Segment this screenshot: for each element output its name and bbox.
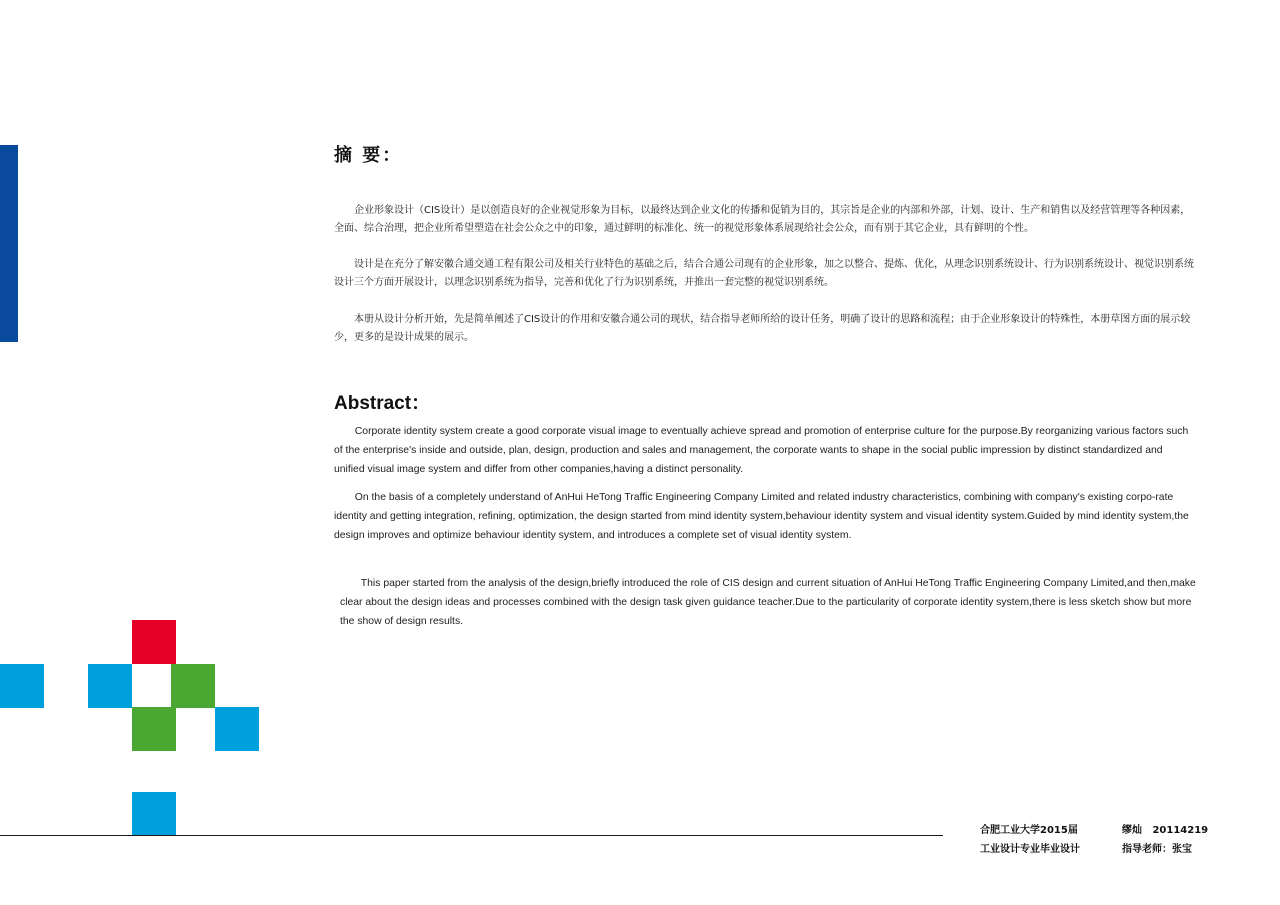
mosaic-square-blue	[215, 707, 259, 751]
footer-advisor: 指导老师：张宝	[1122, 844, 1192, 855]
abstract-en-title: Abstract：	[334, 393, 431, 414]
footer-school: 合肥工业大学2015届	[980, 825, 1078, 836]
abstract-cn-paragraph-3: 本册从设计分析开始，先是简单阐述了CIS设计的作用和安徽合通公司的现状，结合指导老师所给的设计任务，明确了设计的思路和流程；由于企业形象设计的特殊性，本册草图方面的展示较少，更多的是设计成果的展示。	[334, 314, 1191, 343]
mosaic-square-green	[132, 707, 176, 751]
mosaic-square-blue	[88, 664, 132, 708]
mosaic-square-green	[171, 664, 215, 708]
mosaic-square-blue	[0, 664, 44, 708]
abstract-en-paragraph-3: This paper started from the analysis of the design,briefly introduced the role of CIS design and current situation of AnHui HeTong Traffic Engineering Company Limited,and then,make clear about the design ideas and processes combined with the design task given guidance teacher.Due to the particularity of corporate identity system,there is less sketch show but more the show of design results.	[340, 578, 1196, 627]
side-accent-bar	[0, 145, 18, 342]
abstract-cn-paragraph-1: 企业形象设计（CIS设计）是以创造良好的企业视觉形象为目标，以最终达到企业文化的传播和促销为目的，其宗旨是企业的内部和外部，计划、设计、生产和销售以及经营管理等各种因素，全面、综合治理，把企业所希望塑造在社会公众之中的印象，通过鲜明的标准化、统一的视觉形象体系展现给社会公众，而有别于其它企业，具有鲜明的个性。	[334, 205, 1191, 234]
abstract-en-paragraph-1: Corporate identity system create a good corporate visual image to eventually achieve spread and promotion of enterprise culture for the purpose.By reorganizing various factors such of the enterprise's inside and outside, plan, design, production and sales and management, the corporate wants to shape in the social public impression by distinct standardized and unified visual image system and differ from other companies,having a distinct personality.	[334, 426, 1189, 475]
abstract-cn-title: 摘 要：	[334, 145, 403, 166]
footer-divider	[0, 835, 943, 836]
mosaic-square-blue	[132, 792, 176, 836]
abstract-en-paragraph-2: On the basis of a completely understand of AnHui HeTong Traffic Engineering Company Limited and related industry characteristics, combining with company's existing corpo-rate identity and getting integration, refining, optimization, the design started from mind identity system,behaviour identity system and visual identity system.Guided by mind identity system,the design improves and optimize behaviour identity system, and introduces a complete set of visual identity system.	[334, 492, 1189, 541]
mosaic-square-red	[132, 620, 176, 664]
abstract-cn-paragraph-2: 设计是在充分了解安徽合通交通工程有限公司及相关行业特色的基础之后，结合合通公司现有的企业形象，加之以整合、提炼、优化，从理念识别系统设计、行为识别系统设计、视觉识别系统设计三个方面开展设计，以理念识别系统为指导，完善和优化了行为识别系统，并推出一套完整的视觉识别系统。	[334, 259, 1194, 288]
footer-student: 缪灿 20114219	[1122, 825, 1209, 836]
footer-major: 工业设计专业毕业设计	[980, 844, 1080, 855]
